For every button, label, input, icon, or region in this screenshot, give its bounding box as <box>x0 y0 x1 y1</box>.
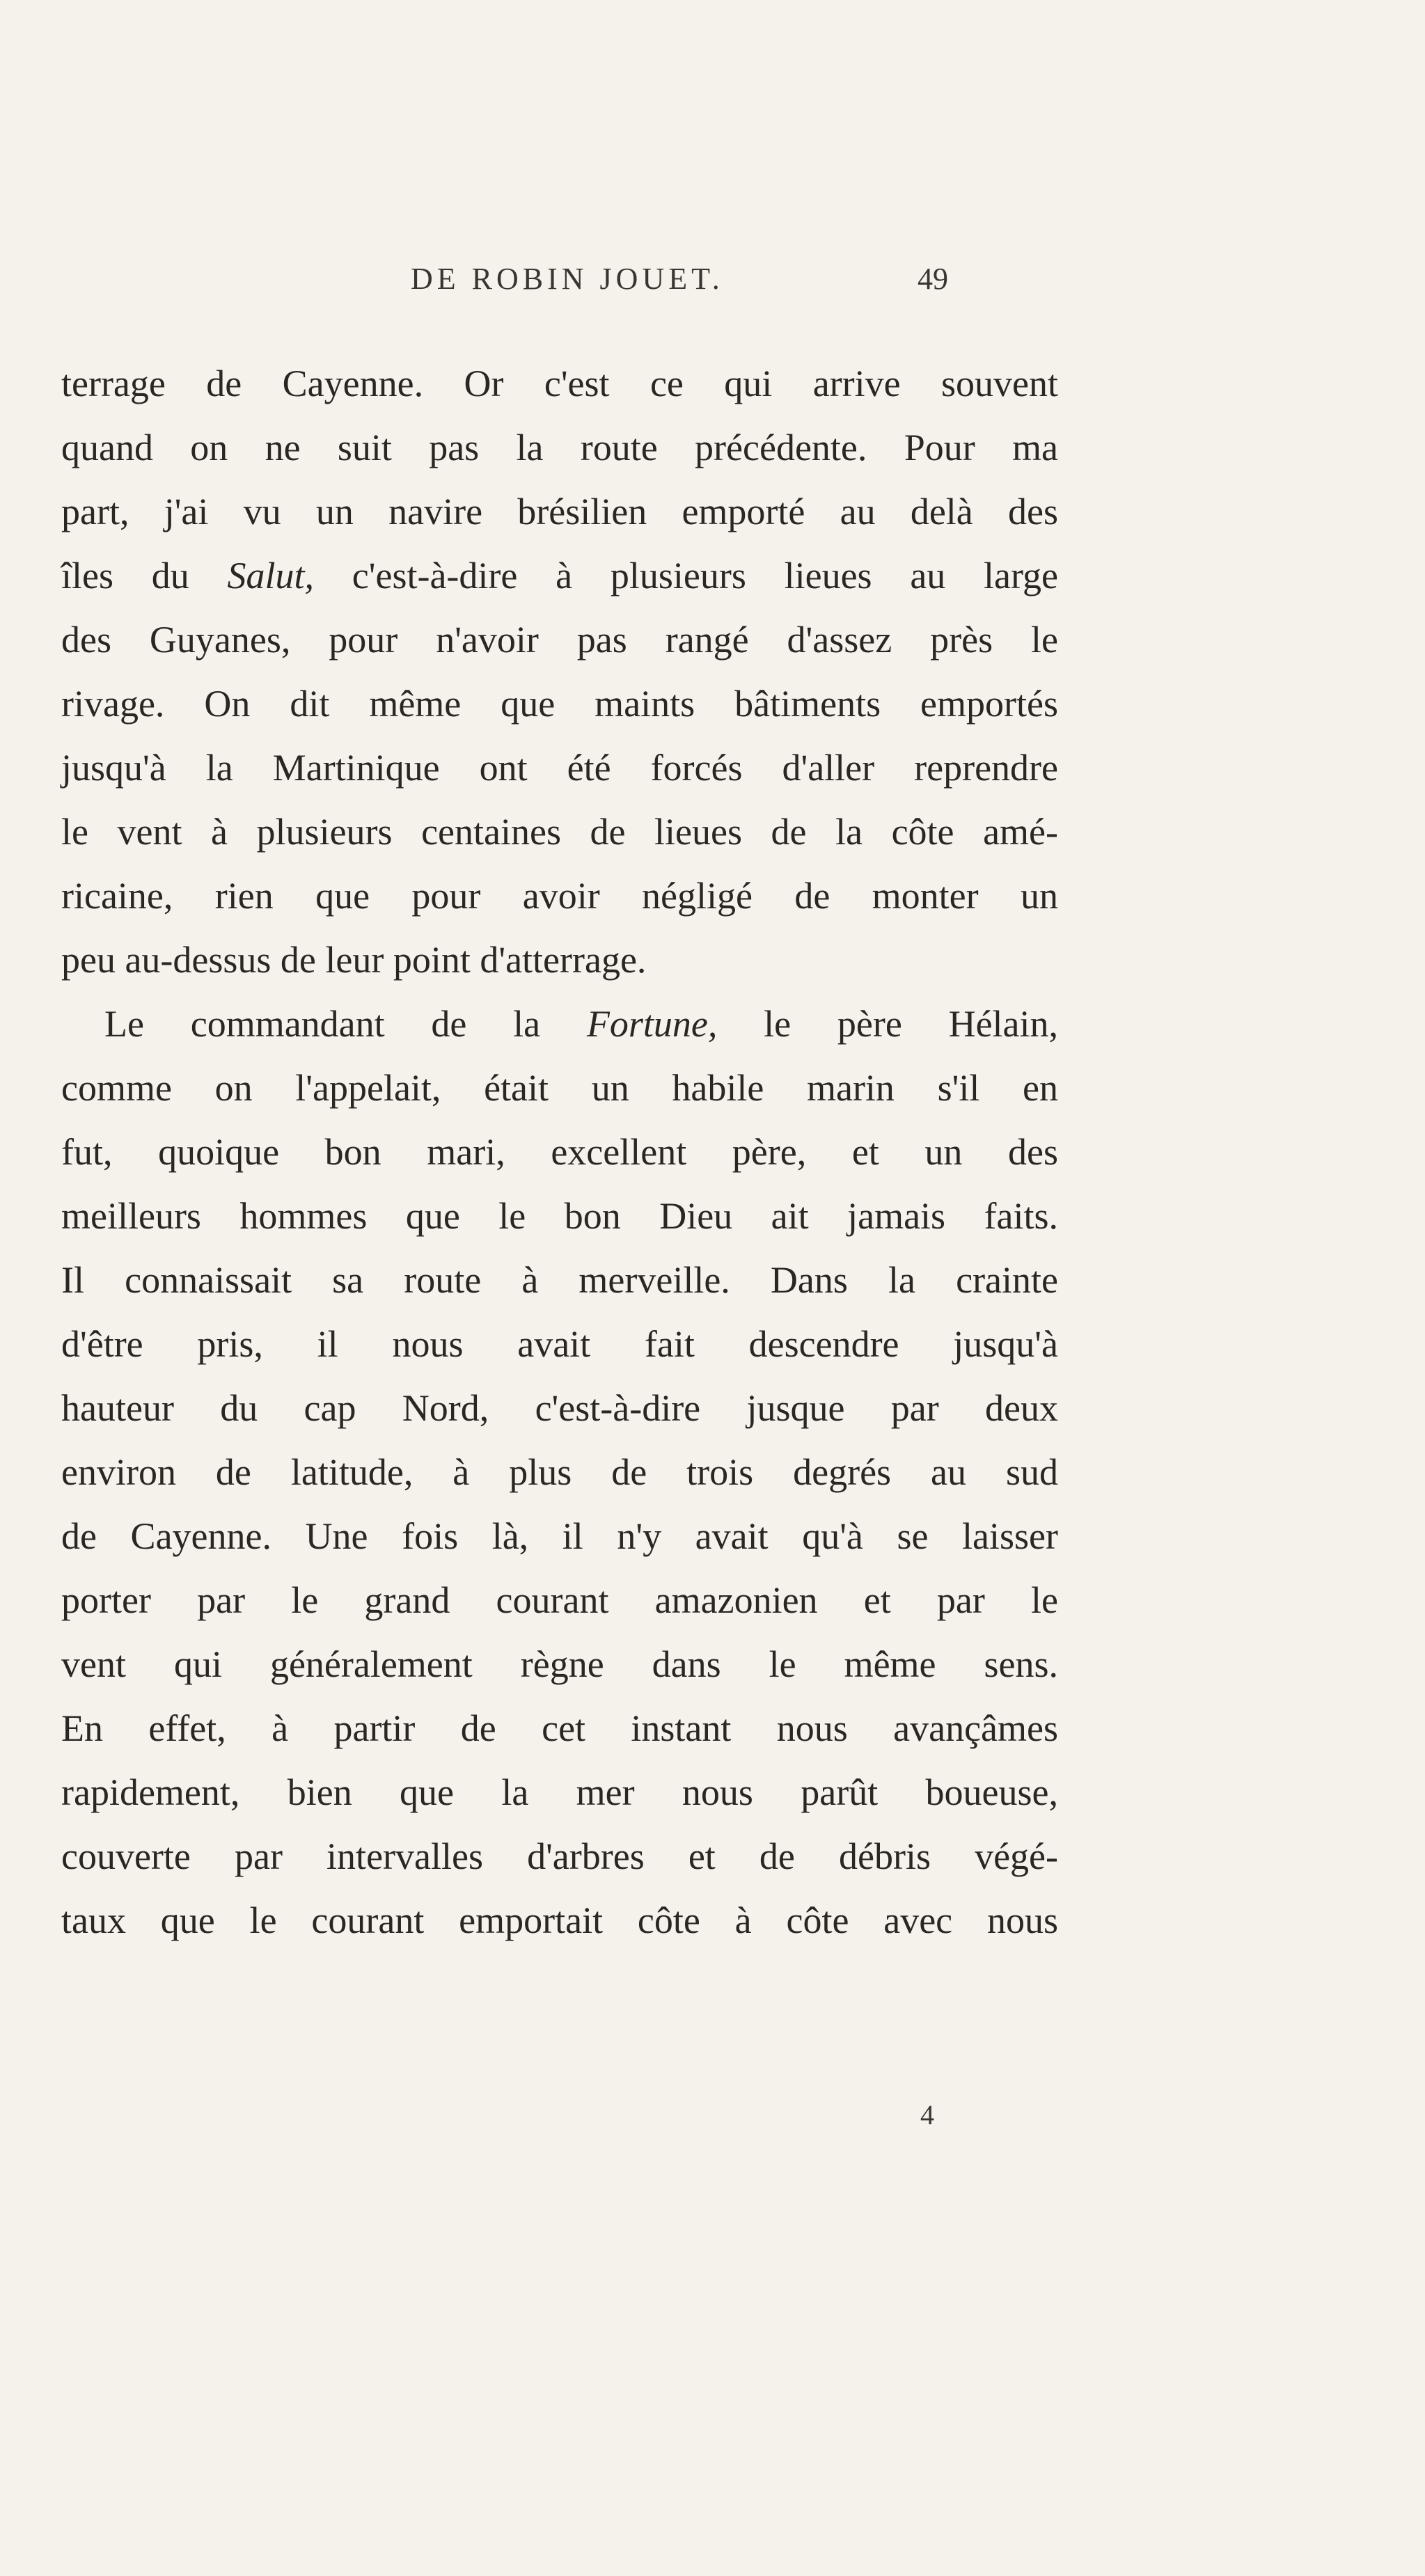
paragraph-end-line: peu au-dessus de leur point d'atterrage. <box>61 939 647 981</box>
text-line: rivage. On dit même que maints bâtiments emportés <box>61 683 1058 725</box>
text-line: d'être pris, il nous avait fait descendre jusqu'à <box>61 1323 1058 1365</box>
text-line: ricaine, rien que pour avoir négligé de monter un <box>61 875 1058 917</box>
text-line: part, j'ai vu un navire brésilien emporté au delà des <box>61 491 1058 532</box>
page-number: 49 <box>918 262 948 296</box>
text-line: de Cayenne. Une fois là, il n'y avait qu'à se laisser <box>61 1515 1058 1557</box>
text-line: Il connaissait sa route à merveille. Dans la crainte <box>61 1259 1058 1301</box>
text-line: quand on ne suit pas la route précédente. Pour ma <box>61 427 1058 468</box>
running-title: DE ROBIN JOUET. <box>411 262 724 296</box>
text-line: hauteur du cap Nord, c'est-à-dire jusque par deux <box>61 1387 1058 1429</box>
text-line: vent qui généralement règne dans le même sens. <box>61 1643 1058 1685</box>
text-line: En effet, à partir de cet instant nous avançâmes <box>61 1707 1058 1749</box>
text-line: le vent à plusieurs centaines de lieues de la côte amé- <box>61 811 1058 853</box>
text-line: terrage de Cayenne. Or c'est ce qui arrive souvent <box>61 363 1058 404</box>
text-line: porter par le grand courant amazonien et par le <box>61 1579 1058 1621</box>
text-line: rapidement, bien que la mer nous parût boueuse, <box>61 1771 1058 1813</box>
text-line: comme on l'appelait, était un habile marin s'il en <box>61 1067 1058 1109</box>
body-text <box>61 351 1058 1952</box>
signature-mark: 4 <box>920 2099 934 2131</box>
text-line: jusqu'à la Martinique ont été forcés d'aller reprendre <box>61 747 1058 789</box>
text-line: fut, quoique bon mari, excellent père, et un des <box>61 1131 1058 1173</box>
text-line: des Guyanes, pour n'avoir pas rangé d'assez près le <box>61 619 1058 661</box>
text-line: taux que le courant emportait côte à côte avec nous <box>61 1899 1058 1941</box>
text-line: meilleurs hommes que le bon Dieu ait jamais faits. <box>61 1195 1058 1237</box>
paragraph-start-line: Le commandant de la Fortune, le père Hélain, <box>104 1003 1059 1045</box>
text-line: couverte par intervalles d'arbres et de débris végé- <box>61 1835 1058 1877</box>
text-line: environ de latitude, à plus de trois degrés au sud <box>61 1451 1058 1493</box>
text-line: îles du Salut, c'est-à-dire à plusieurs lieues au large <box>61 555 1058 596</box>
